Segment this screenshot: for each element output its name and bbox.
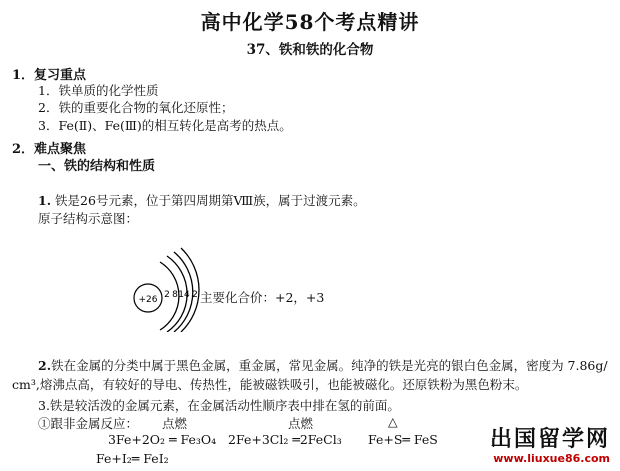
section-heading-difficulties: 2．难点聚焦 (12, 142, 87, 157)
watermark (490, 428, 610, 465)
condition-ignite-2: 点燃 (288, 416, 314, 431)
paragraph-2-line-2: cm³,熔沸点高，有较好的导电、传热性，能被磁铁吸引，也能被磁化。还原铁粉为黑色粉末。 (12, 377, 528, 392)
valence-text: 主要化合价：+2，+3 (200, 290, 325, 305)
review-item-3: 3．Fe(Ⅱ)、Fe(Ⅲ)的相互转化是高考的热点。 (38, 118, 292, 133)
document-title: 高中化学58个考点精讲 (200, 10, 420, 34)
review-item-2: 2．铁的重要化合物的氧化还原性； (38, 100, 234, 115)
nucleus-charge: +26 (138, 295, 158, 305)
paragraph-2-text: 铁在金属的分类中属于黑色金属，重金属，常见金属。纯净的铁是光亮的银白色金属，密度为 7.86g/ (51, 358, 608, 373)
paragraph-2-number: 2. (38, 358, 52, 373)
watermark-text: 出国留学网 (489, 427, 610, 452)
equation-1: 3Fe+2O₂ ═ Fe₃O₄ (108, 432, 217, 447)
paragraph-1 (38, 191, 366, 209)
iron-atom-diagram (120, 232, 210, 332)
condition-heat: △ (388, 414, 398, 429)
document-subtitle: 37、铁和铁的化合物 (246, 42, 374, 58)
shell-electrons-3: 14 (178, 290, 190, 300)
equation-3: Fe+S═ FeS (368, 432, 438, 447)
shell-electrons-1: 2 (164, 290, 170, 300)
paragraph-1-number: 1. (38, 193, 52, 208)
paragraph-3: 3.铁是较活泼的金属元素，在金属活动性顺序表中排在氢的前面。 (38, 398, 400, 413)
shell-electrons-2: 8 (172, 290, 178, 300)
paragraph-1-line-2: 原子结构示意图： (38, 211, 139, 226)
subsection-heading-iron-structure: 一、铁的结构和性质 (38, 159, 156, 174)
paragraph-2-line-1 (38, 356, 608, 374)
paragraph-4: ①跟非金属反应： (38, 416, 139, 431)
shell-electrons-4: 2 (192, 290, 198, 300)
section-heading-review: 1．复习重点 (12, 68, 87, 83)
paragraph-1-text: 铁是26号元素，位于第四周期第Ⅷ族，属于过渡元素。 (55, 193, 366, 208)
equation-2: 2Fe+3Cl₂ ═2FeCl₃ (228, 432, 342, 447)
watermark-url: www.liuxue86.com (493, 452, 610, 465)
equation-4: Fe+I₂═ FeI₂ (96, 451, 169, 466)
review-item-1: 1．铁单质的化学性质 (38, 83, 159, 98)
condition-ignite-1: 点燃 (162, 416, 188, 431)
